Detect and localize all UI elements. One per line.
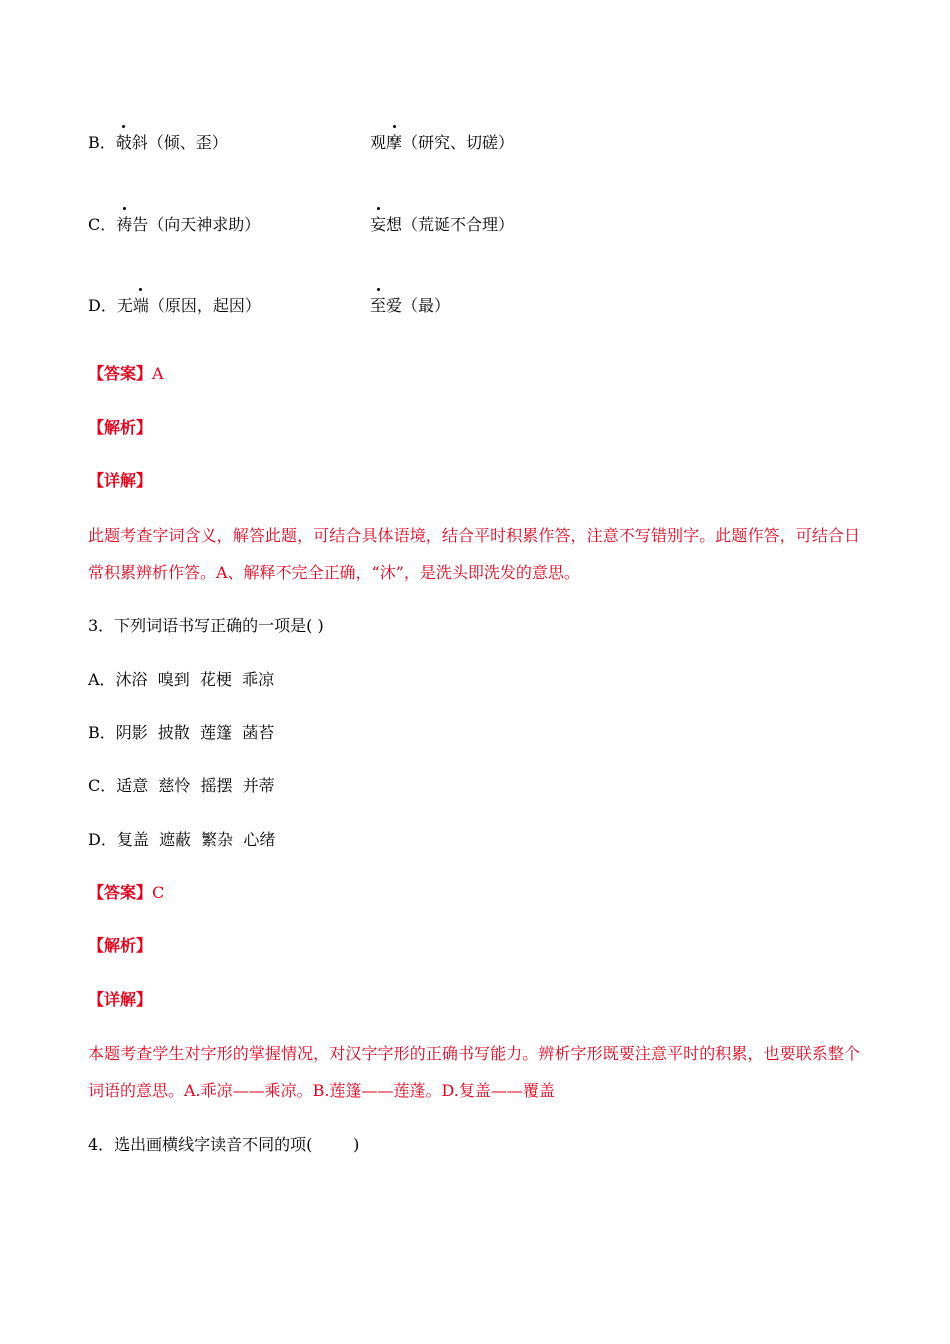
option-text: 想（荒诞不合理）	[386, 215, 515, 234]
answer-value: A	[152, 364, 164, 383]
dotted-char: 至	[370, 296, 387, 315]
option-c	[88, 215, 515, 235]
q3-detail-tag: 【详解】	[88, 990, 153, 1009]
dotted-char: 妄	[370, 215, 387, 234]
dotted-char: 摩	[386, 133, 403, 152]
dotted-char: 攲	[115, 133, 132, 152]
analysis-tag: 【解析】	[88, 418, 153, 437]
question-3-stem: 3．下列词语书写正确的一项是( )	[88, 616, 324, 635]
dotted-char: 祷	[116, 215, 133, 234]
q3-option-d: D．复盖 遮蔽 繁杂 心绪	[88, 830, 276, 849]
option-label: B．	[88, 133, 116, 152]
q3-option-c: C．适意 慈怜 摇摆 并蒂	[88, 776, 275, 795]
q3-answer-line	[88, 883, 164, 903]
question-4-stem: 4．选出画横线字读音不同的项( )	[88, 1135, 360, 1154]
option-label: C．	[88, 215, 117, 234]
option-text: （原因，起因）	[148, 296, 261, 315]
q3-option-b: B．阴影 披散 莲篷 菡苔	[88, 723, 275, 742]
option-label: D．	[88, 296, 117, 315]
q3-option-a: A．沐浴 嗅到 花梗 乖凉	[88, 670, 275, 689]
option-text: （研究、切磋）	[402, 133, 515, 152]
option-d	[88, 296, 451, 316]
option-text: 无	[116, 296, 133, 315]
q3-analysis-tag: 【解析】	[88, 936, 153, 955]
option-b	[88, 133, 515, 153]
answer-line	[88, 364, 164, 384]
option-text: 爱（最）	[386, 296, 451, 315]
option-text: 告（向天神求助）	[132, 215, 261, 234]
detail-tag: 【详解】	[88, 471, 153, 490]
option-text: 观	[370, 133, 387, 152]
dotted-char: 端	[132, 296, 149, 315]
answer-value: C	[152, 883, 165, 902]
detail-paragraph: 此题考查字词含义，解答此题，可结合具体语境，结合平时积累作答，注意不写错别字。此题作答，可结合日常积累辨析作答。A、解释不完全正确，“沐”，是洗头即洗发的意思。	[88, 526, 860, 582]
option-text: 斜（倾、歪）	[131, 133, 228, 152]
answer-tag: 【答案】	[88, 883, 153, 902]
q3-detail-paragraph: 本题考查学生对字形的掌握情况，对汉字字形的正确书写能力。辨析字形既要注意平时的积累，也要联系整个词语的意思。A.乖凉——乘凉。B.莲篷——莲蓬。D.复盖——覆盖	[88, 1044, 860, 1100]
answer-tag: 【答案】	[88, 364, 153, 383]
